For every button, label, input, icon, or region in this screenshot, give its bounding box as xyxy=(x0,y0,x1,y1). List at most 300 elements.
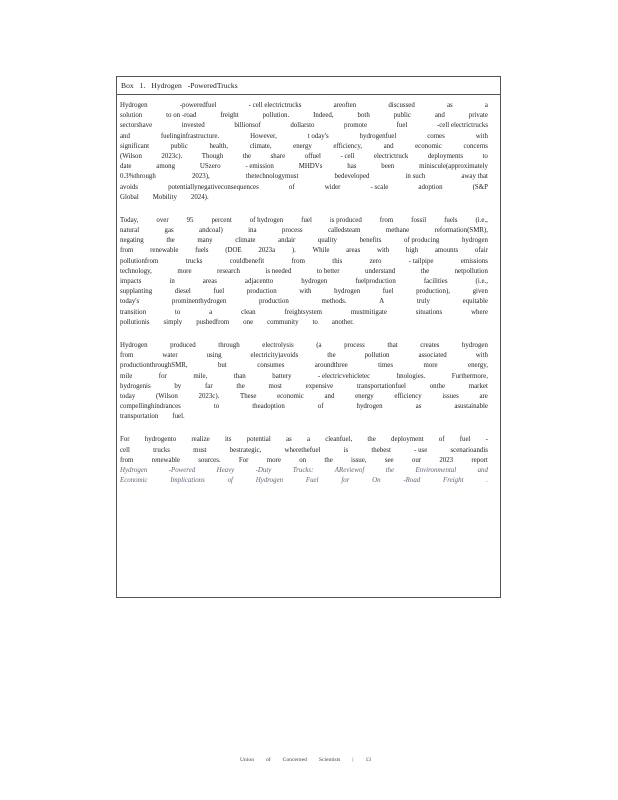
title-word: Hydrogen xyxy=(151,81,182,90)
word: renewable xyxy=(150,247,179,255)
word: as xyxy=(415,403,422,411)
word: through xyxy=(218,341,240,349)
word: to xyxy=(482,152,488,160)
word: emissions xyxy=(460,257,488,265)
word: research xyxy=(217,267,240,275)
paragraph xyxy=(120,216,488,328)
word: that xyxy=(387,341,398,349)
report-title-word: Heavy xyxy=(216,467,235,474)
word: of producing xyxy=(403,237,440,245)
word: its xyxy=(224,436,232,444)
report-title-word: the xyxy=(385,467,395,474)
word: energy xyxy=(355,392,374,400)
word: MHDVs xyxy=(298,163,323,171)
word: 2023 xyxy=(439,456,454,464)
word: one xyxy=(243,318,254,326)
text-line xyxy=(120,308,488,318)
word: fuel. xyxy=(172,413,185,421)
word: Indeed, xyxy=(313,112,334,120)
word: energy xyxy=(293,142,312,150)
word: asustainable xyxy=(454,403,488,411)
word: mustmitigate xyxy=(350,308,387,316)
text-line xyxy=(120,183,488,193)
word: electrolysis xyxy=(262,341,294,349)
word: Mobility xyxy=(152,193,177,201)
word: discussed xyxy=(388,102,415,109)
word: adjacentto xyxy=(244,278,274,285)
word: productionthroughSMR, xyxy=(120,362,188,370)
text-line xyxy=(120,121,488,131)
word: is xyxy=(343,446,349,454)
word: - emission xyxy=(245,163,274,171)
text-line xyxy=(120,142,488,152)
word: (Wilson xyxy=(120,152,142,160)
word: must xyxy=(193,446,207,454)
word: 2023), xyxy=(191,173,210,181)
text-line xyxy=(120,216,488,226)
word: with xyxy=(475,132,488,140)
word: clean xyxy=(241,308,256,316)
report-title-word: Freight xyxy=(443,477,464,485)
word: both xyxy=(357,112,370,120)
word: fuel xyxy=(459,436,471,444)
word: mile xyxy=(120,372,133,380)
box-body xyxy=(117,95,500,486)
word: hydrogen xyxy=(334,288,361,296)
word: - use xyxy=(414,446,428,454)
word: wherethefuel xyxy=(284,446,321,454)
word: the xyxy=(420,267,430,275)
word: hydrogenfuel xyxy=(359,132,397,140)
word: Hydrogen xyxy=(120,341,148,349)
text-line xyxy=(120,101,488,111)
word: the xyxy=(324,456,333,464)
word: efficiency, xyxy=(333,142,363,150)
paragraph xyxy=(120,101,488,203)
word: pushedfrom xyxy=(196,318,230,326)
word: the xyxy=(166,237,175,245)
word: areas xyxy=(202,278,217,285)
box-1-panel xyxy=(116,76,501,598)
word: technology, xyxy=(120,267,152,275)
word: thebest xyxy=(371,446,391,454)
word: in such xyxy=(405,173,426,181)
word: miniscule(approximately xyxy=(419,163,488,171)
text-line xyxy=(120,257,488,267)
word: from xyxy=(291,257,305,265)
word: fuelinginfrastructure. xyxy=(160,132,220,140)
word: percent xyxy=(211,216,232,224)
word: process xyxy=(344,341,365,349)
word: the xyxy=(242,152,252,160)
word: the xyxy=(327,352,336,360)
word: pollutionis xyxy=(120,318,150,326)
word: another. xyxy=(331,318,354,326)
text-line xyxy=(120,132,488,142)
word: mile, xyxy=(193,372,208,380)
word: ina xyxy=(248,227,257,235)
text-line xyxy=(120,392,488,402)
word: 2023c). xyxy=(198,392,220,400)
word: is produced xyxy=(329,216,362,224)
word: today xyxy=(120,392,136,400)
word: andcoal) xyxy=(199,227,223,235)
word: creates xyxy=(420,341,440,349)
text-line xyxy=(120,287,488,297)
word: and xyxy=(324,392,335,400)
word: understand xyxy=(365,267,396,275)
word: economic xyxy=(415,142,442,150)
report-title-word: Economic xyxy=(120,477,148,485)
word: 2023a xyxy=(258,247,276,255)
text-line xyxy=(120,267,488,277)
report-title-word: -Duty xyxy=(255,467,272,474)
word: associated xyxy=(418,352,447,360)
word: share xyxy=(270,152,286,160)
word: facilities xyxy=(423,278,448,285)
word: and xyxy=(383,142,394,150)
word: more xyxy=(423,362,438,370)
word: potential xyxy=(246,436,271,444)
word: electricity)avoids xyxy=(250,352,299,360)
word: many xyxy=(197,237,213,245)
word: - electricvehicletec xyxy=(317,372,371,380)
word: with xyxy=(475,352,488,360)
text-line xyxy=(120,226,488,236)
word: with xyxy=(299,288,312,296)
word: from xyxy=(379,216,394,224)
word: for xyxy=(158,372,167,380)
word: this xyxy=(332,257,343,265)
word: 2024). xyxy=(190,193,209,201)
word: fuel xyxy=(301,216,312,224)
word: concerns xyxy=(463,142,488,150)
word: 0.3%through xyxy=(120,173,156,181)
word: methane xyxy=(385,227,410,235)
word: has xyxy=(347,163,357,171)
word: than xyxy=(233,372,246,380)
word: to xyxy=(213,403,220,411)
word: most xyxy=(268,382,282,390)
word: - xyxy=(485,436,488,444)
word: supplanting xyxy=(120,288,153,296)
text-line xyxy=(120,193,488,203)
word: - tailpipe xyxy=(408,257,434,265)
word: to xyxy=(312,318,318,326)
word: (i.e., xyxy=(475,278,488,285)
word: couldbenefit xyxy=(229,257,265,265)
word: far xyxy=(204,382,213,390)
text-line xyxy=(120,351,488,361)
report-title-word: Implications xyxy=(170,477,205,485)
word: market xyxy=(468,382,488,390)
word: billionsof xyxy=(234,122,261,130)
word: However, xyxy=(250,132,277,140)
word: trucks xyxy=(153,446,170,454)
word: solution xyxy=(120,112,143,120)
word: areas xyxy=(346,247,361,255)
word: economic xyxy=(277,392,304,400)
report-title-word: Fuel xyxy=(305,477,319,485)
text-line xyxy=(120,172,488,182)
text-line xyxy=(120,341,488,351)
text-line xyxy=(120,297,488,307)
text-line xyxy=(120,372,488,382)
word: the xyxy=(236,382,245,390)
report-title-word: On xyxy=(372,477,381,485)
text-line xyxy=(120,361,488,371)
word: offuel xyxy=(304,152,321,160)
report-title-word: for xyxy=(341,477,350,485)
word: Though xyxy=(201,152,224,160)
word: of xyxy=(317,403,324,411)
word: ofair xyxy=(474,247,488,255)
word: to better xyxy=(316,267,340,275)
text-line xyxy=(120,446,488,456)
word: issue, xyxy=(351,456,367,464)
word: ). xyxy=(291,247,296,255)
word: of xyxy=(438,436,445,444)
word: 2023c). xyxy=(161,152,183,160)
text-line xyxy=(120,318,488,328)
title-word: 1. xyxy=(139,81,146,90)
word: climate, xyxy=(249,142,272,150)
word: gas xyxy=(164,227,174,235)
report-title-word: Hydrogen xyxy=(120,467,148,474)
word: negating xyxy=(120,237,144,245)
word: over xyxy=(156,216,169,224)
report-title-word: Hydrogen xyxy=(255,477,284,485)
word: hnologies. xyxy=(396,372,426,380)
word: production xyxy=(258,298,289,306)
word: onthe xyxy=(429,382,446,390)
word: community xyxy=(267,318,299,326)
word: areoften xyxy=(333,102,357,109)
word: cleanfuel, xyxy=(325,436,353,444)
word: aroundthree xyxy=(314,362,348,370)
word: prominenthydrogen xyxy=(171,298,227,306)
word: today's xyxy=(120,298,140,306)
word: hydrogen xyxy=(461,341,488,349)
report-title-word: Environmental xyxy=(415,467,457,474)
report-title-word: . xyxy=(486,477,488,485)
word: dollarsto xyxy=(290,122,315,130)
word: - cell electrictrucks xyxy=(248,102,302,109)
word: our xyxy=(411,456,422,464)
paragraph xyxy=(120,341,488,423)
word: zero xyxy=(369,257,382,265)
word: energy, xyxy=(468,362,488,370)
report-title-line[interactable] xyxy=(120,466,488,476)
word: production), xyxy=(416,288,450,296)
word: equitable xyxy=(462,298,488,306)
word: deployment xyxy=(391,436,424,444)
word: private xyxy=(468,112,488,120)
word: bedeveloped xyxy=(334,173,370,181)
word: benefits xyxy=(359,237,382,245)
word: freightsystem xyxy=(284,308,323,316)
word: -cell electrictrucks xyxy=(436,122,488,130)
word: sources. xyxy=(198,456,221,464)
word: from xyxy=(120,456,134,464)
word: public xyxy=(393,112,411,120)
text-line xyxy=(120,435,488,445)
word: Today, xyxy=(120,216,139,224)
word: fuelproduction xyxy=(355,278,396,285)
word: pollutionfrom xyxy=(120,257,159,265)
word: adoption xyxy=(418,183,443,191)
word: by xyxy=(174,382,182,390)
word: fuels xyxy=(195,247,209,255)
text-line xyxy=(120,402,488,412)
text-line xyxy=(120,246,488,256)
word: transportation xyxy=(120,413,159,421)
report-title-word: of xyxy=(227,477,233,485)
word: date xyxy=(120,163,132,171)
word: natural xyxy=(120,227,140,235)
word: sectorshave xyxy=(120,122,153,130)
word: with xyxy=(376,247,390,255)
word: but xyxy=(217,362,227,370)
word: battery xyxy=(272,372,292,380)
word: times xyxy=(378,362,394,370)
word: transition xyxy=(120,308,147,316)
word: production xyxy=(246,288,277,296)
word: issues xyxy=(442,392,459,400)
word: (Wilson xyxy=(155,392,178,400)
word: given xyxy=(472,288,488,296)
word: climate xyxy=(235,237,256,245)
word: methods. xyxy=(321,298,347,306)
word: scenarioandis xyxy=(450,446,488,454)
word: hydrogen xyxy=(461,237,488,245)
word: fuel xyxy=(396,122,408,130)
word: of xyxy=(288,183,295,191)
word: deployments xyxy=(427,152,464,160)
word: potentiallynegativeconsequences xyxy=(168,183,259,191)
footer-word: Union xyxy=(240,757,254,763)
word: of hydrogen xyxy=(249,216,284,224)
word: bestrategic, xyxy=(229,446,262,454)
footer-word: 13 xyxy=(365,757,372,763)
word: consumes xyxy=(257,362,285,370)
word: pollution xyxy=(364,352,390,360)
word: transportationfuel xyxy=(356,382,406,390)
word: where xyxy=(471,308,488,316)
word: calledsteam xyxy=(327,227,361,235)
word: compellinghindrances xyxy=(120,403,181,411)
word: promote xyxy=(344,122,368,130)
footer-word: Concerned xyxy=(282,757,307,763)
report-title-word: and xyxy=(477,467,488,474)
word: diesel xyxy=(174,288,191,296)
word: comes xyxy=(427,132,445,140)
word: renewable xyxy=(151,456,180,464)
word: quality xyxy=(317,237,337,245)
word: (S&P xyxy=(472,183,488,191)
word: - scale xyxy=(370,183,389,191)
word: been xyxy=(381,163,395,171)
text-line xyxy=(120,456,488,466)
word: realize xyxy=(191,436,210,444)
word: simply xyxy=(163,318,183,326)
box-title xyxy=(117,77,500,95)
word: -poweredfuel xyxy=(179,102,217,109)
word: are xyxy=(479,392,488,400)
word: wider xyxy=(324,183,341,191)
word: hydrogento xyxy=(144,436,177,444)
word: from xyxy=(120,352,134,360)
word: report xyxy=(471,456,488,464)
word: hydrogenis xyxy=(120,382,151,390)
word: While xyxy=(312,247,330,255)
text-line xyxy=(120,236,488,246)
report-title-word: -Powered xyxy=(168,467,196,474)
word: hydrogen xyxy=(301,278,328,285)
word: These xyxy=(239,392,257,400)
word: - cell xyxy=(340,152,355,160)
word: USzero xyxy=(199,163,221,171)
word: to on -road xyxy=(166,112,197,120)
word: away that xyxy=(461,173,488,181)
word: as xyxy=(446,102,453,109)
word: fossil xyxy=(411,216,427,224)
word: fuel xyxy=(382,288,394,296)
footer-word: of xyxy=(265,757,271,763)
word: expensive xyxy=(305,382,334,390)
word: invested xyxy=(181,122,205,130)
word: t oday's xyxy=(307,132,329,140)
word: avoids xyxy=(120,183,138,191)
report-title-word: -Road xyxy=(403,477,421,485)
word: freight xyxy=(220,112,239,120)
text-line xyxy=(120,162,488,172)
word: to xyxy=(174,308,181,316)
word: (DOE xyxy=(225,247,242,255)
word: netpollution xyxy=(454,267,488,275)
report-title-line[interactable] xyxy=(120,476,488,486)
word: as xyxy=(285,436,292,444)
word: situations xyxy=(415,308,443,316)
word: cell xyxy=(120,446,130,454)
word: 95 xyxy=(186,216,194,224)
word: health, xyxy=(209,142,229,150)
word: a xyxy=(484,102,488,109)
word: in xyxy=(169,278,175,285)
word: and xyxy=(434,112,445,120)
word: is needed xyxy=(265,267,292,275)
word: A xyxy=(379,298,385,306)
text-line xyxy=(120,152,488,162)
word: andair xyxy=(278,237,296,245)
word: more xyxy=(266,456,281,464)
word: from xyxy=(120,247,134,255)
report-title-word: Trucks: xyxy=(292,467,314,474)
text-line xyxy=(120,412,488,422)
word: (i.e., xyxy=(475,216,488,224)
word: electrictruck xyxy=(373,152,409,160)
word: see xyxy=(384,456,394,464)
word: significant xyxy=(120,142,150,150)
title-word: -PoweredTrucks xyxy=(187,81,238,90)
word: impacts xyxy=(120,278,142,285)
word: and xyxy=(120,132,130,140)
word: the xyxy=(367,436,376,444)
word: pollution. xyxy=(262,112,290,120)
word: fuels xyxy=(444,216,458,224)
paragraph xyxy=(120,435,488,486)
word: thetechnologymust xyxy=(245,173,299,181)
